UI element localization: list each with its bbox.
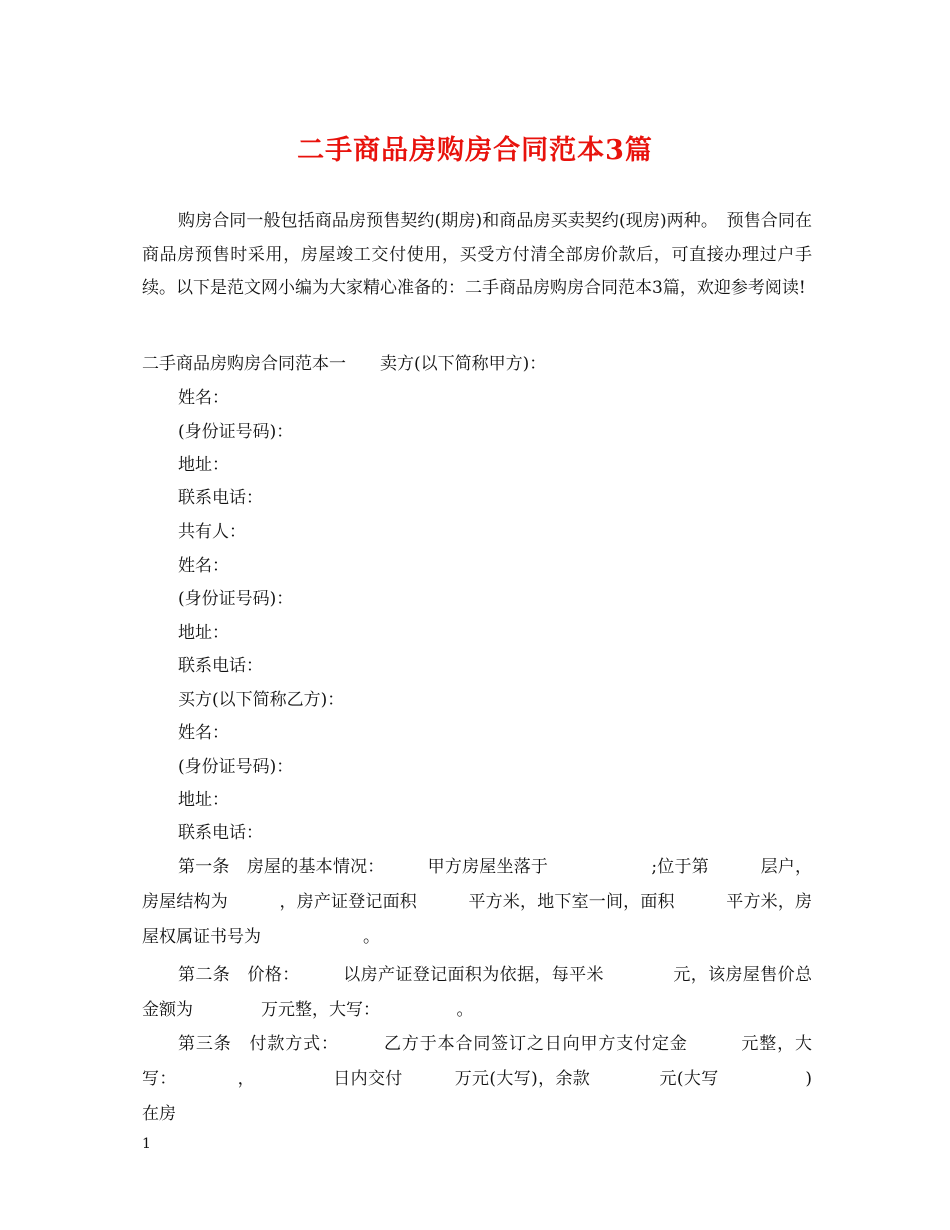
co-owner-address: 地址： — [178, 623, 229, 643]
buyer-name: 姓名： — [178, 723, 229, 743]
article-1: 第一条 房屋的基本情况： 甲方房屋坐落于 ;位于第 层户，房屋结构为 ，房产证登记面积 平方米，地下室一间，面积 平方米，房屋权属证书号为 。 — [142, 857, 812, 947]
section-heading: 二手商品房购房合同范本一 卖方(以下简称甲方)： — [142, 354, 547, 374]
co-owner-name: 姓名： — [178, 556, 229, 576]
co-owner-phone: 联系电话： — [178, 656, 263, 676]
buyer-address: 地址： — [178, 790, 229, 810]
article-2: 第二条 价格： 以房产证登记面积为依据，每平米 元，该房屋售价总金额为 万元整，大写： 。 — [142, 965, 812, 1020]
intro-text: 购房合同一般包括商品房预售契约(期房)和商品房买卖契约(现房)两种。 预售合同在商品房预售时采用，房屋竣工交付使用，买受方付清全部房价款后，可直接办理过户手续。以下是范文网小编为大家精心准备的：二手商品房购房合同范本3篇，欢迎参考阅读! — [142, 211, 812, 299]
article-3: 第三条 付款方式： 乙方于本合同签订之日向甲方支付定金 元整，大写： ， 日内交付 万元(大写)，余款 元(大写 )在房 — [142, 1034, 812, 1124]
buyer-label: 买方(以下简称乙方)： — [178, 690, 345, 710]
seller-phone: 联系电话： — [178, 488, 263, 508]
co-owner-label: 共有人： — [178, 522, 246, 542]
seller-address: 地址： — [178, 455, 229, 475]
intro-paragraph — [142, 205, 812, 306]
co-owner-id: (身份证号码)： — [178, 589, 294, 609]
buyer-id: (身份证号码)： — [178, 757, 294, 777]
buyer-phone: 联系电话： — [178, 823, 263, 843]
seller-name: 姓名： — [178, 388, 229, 408]
document-title: 二手商品房购房合同范本3篇 — [297, 135, 653, 166]
seller-id: (身份证号码)： — [178, 422, 294, 442]
page-number: 1 — [142, 1136, 151, 1152]
